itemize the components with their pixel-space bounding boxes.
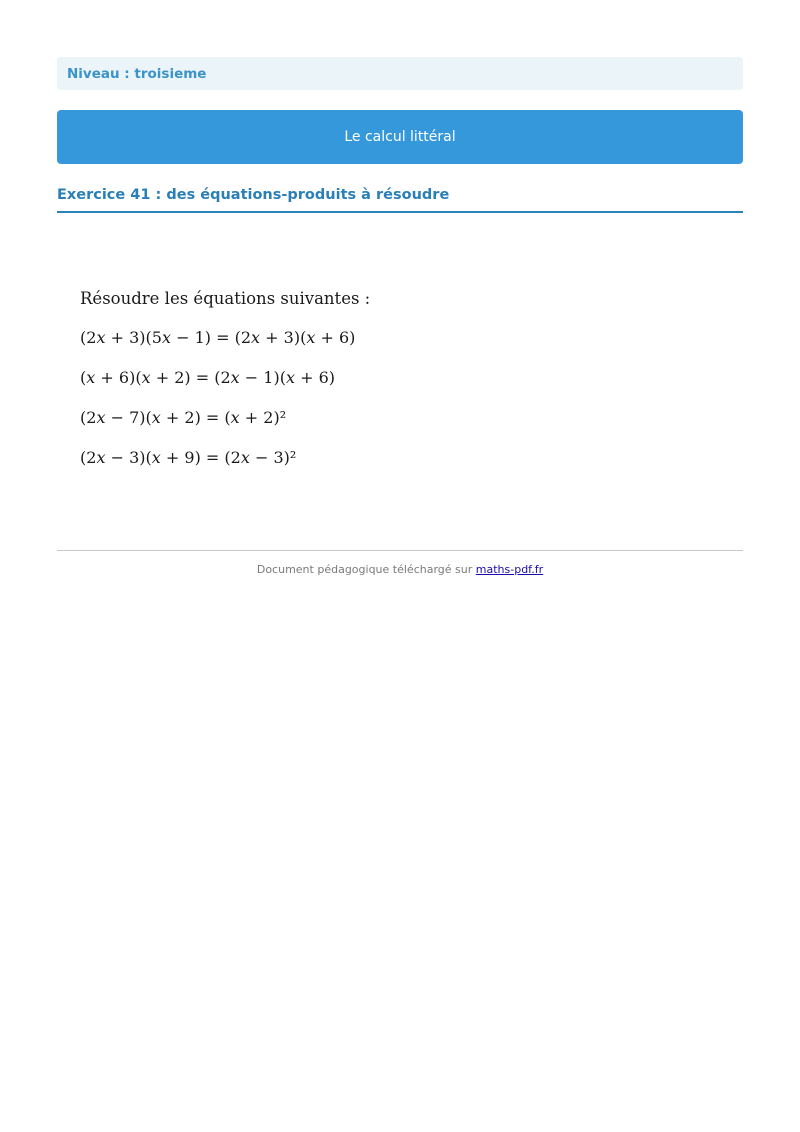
exercise-content xyxy=(80,286,370,485)
equation-1: (2x + 3)(5x − 1) = (2x + 3)(x + 6) xyxy=(80,328,356,347)
exercise-heading xyxy=(57,185,743,213)
footer-link[interactable]: maths-pdf.fr xyxy=(475,563,544,576)
level-box xyxy=(57,57,743,90)
footer xyxy=(57,563,743,576)
title-banner xyxy=(57,110,743,164)
equation-3: (2x − 7)(x + 2) = (x + 2)² xyxy=(80,408,287,427)
footer-text: Document pédagogique téléchargé sur xyxy=(256,563,473,576)
equation-4: (2x − 3)(x + 9) = (2x − 3)² xyxy=(80,448,297,467)
exercise-instruction: Résoudre les équations suivantes : xyxy=(80,289,371,308)
equation-2: (x + 6)(x + 2) = (2x − 1)(x + 6) xyxy=(80,368,336,387)
level-label: Niveau : troisieme xyxy=(67,65,207,82)
footer-divider xyxy=(57,550,743,551)
chapter-title: Le calcul littéral xyxy=(344,129,456,145)
exercise-title: Exercice 41 : des équations-produits à résoudre xyxy=(57,187,450,203)
